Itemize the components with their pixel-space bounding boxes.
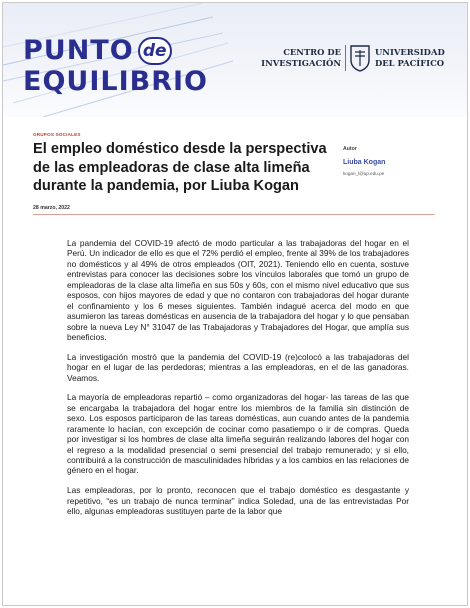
author-label: Autor (343, 146, 357, 152)
paragraph: La pandemia del COVID-19 afectó de modo particular a las trabajadoras del hogar en el Perú. Un indicador de ello es que el 72% perdió el empleo, frente al 39% de los trabajadores no domésticos y al 49% de otros empleados (OIT, 2021). Teniendo ello en cuenta, sostuve entrevistas para conocer las decisiones sobre los vínculos laborales que tomó un grupo de empleadoras de la clase alta limeña en sus 50s y 60s, con el mismo nivel educativo que sus esposos, con hijos mayores de edad y que no contaron con trabajadoras del hogar durante el confinamiento y los 6 meses siguientes. También indagué acerca del modo en que asumieron las tareas domésticas en ausencia de la trabajadora del hogar y lo que pensaban sobre la nueva Ley N° 31047 de las Trabajadoras y Trabajadores del Hogar, que amplía sus beneficios. (67, 238, 409, 343)
paragraph: La investigación mostró que la pandemia del COVID-19 (re)colocó a las trabajadoras del hogar en el lugar de las perdedoras; mientras a las empleadoras, en el de las ganadoras. Veamos. (67, 351, 409, 383)
document-page (2, 2, 468, 606)
title-divider (33, 214, 435, 215)
article-body (67, 238, 409, 526)
author-email[interactable]: kogan_l@up.edu.pe (343, 171, 385, 176)
centro-investigacion-label: CENTRO DE INVESTIGACIÓN (261, 47, 341, 68)
paragraph: Las empleadoras, por lo pronto, reconocen que el trabajo doméstico es desgastante y repetitivo, “es un trabajo de nunca terminar” indica Soledad, una de las entrevistadas Por ello, algunas empleadoras sustituyen parte de la labor que (67, 485, 409, 516)
paragraph: La mayoría de empleadoras repartió – como organizadoras del hogar- las tareas de las que se encargaba la trabajadora del hogar entre los miembros de la familia sin distinción de sexo. Los esposos participaron de las tareas domésticas, aun cuando antes de la pandemia raramente lo hacían, con excepción de cocinar como pasatiempo o ir de compras. Queda por investigar si los hombres de clase alta limeña seguirán realizando labores del hogar con el regreso a la modalidad presencial o semi presencial del trabajo remunerado; y si ello, contribuirá a la construcción de masculinidades híbridas y a los cambios en las relaciones de género en el hogar. (67, 392, 409, 476)
author-name-link[interactable]: Liuba Kogan (343, 159, 386, 166)
university-name: UNIVERSIDAD DEL PACÍFICO (375, 47, 445, 68)
category-kicker[interactable]: GRUPOS SOCIALES (33, 132, 81, 137)
article-title: El empleo doméstico desde la perspectiva de las empleadoras de clase alta limeña durante la pandemia, por Liuba Kogan (33, 141, 327, 195)
logo-word-de: de (138, 37, 172, 65)
publish-date: 28 marzo, 2022 (33, 205, 70, 211)
punto-de-equilibrio-logo (23, 37, 208, 97)
logo-divider (345, 45, 346, 71)
header-banner (3, 3, 467, 117)
logo-word-equilibrio: EQUILIBRIO (23, 66, 208, 97)
university-seal-icon (349, 44, 371, 72)
logo-word-punto: PUNTO (23, 35, 134, 66)
